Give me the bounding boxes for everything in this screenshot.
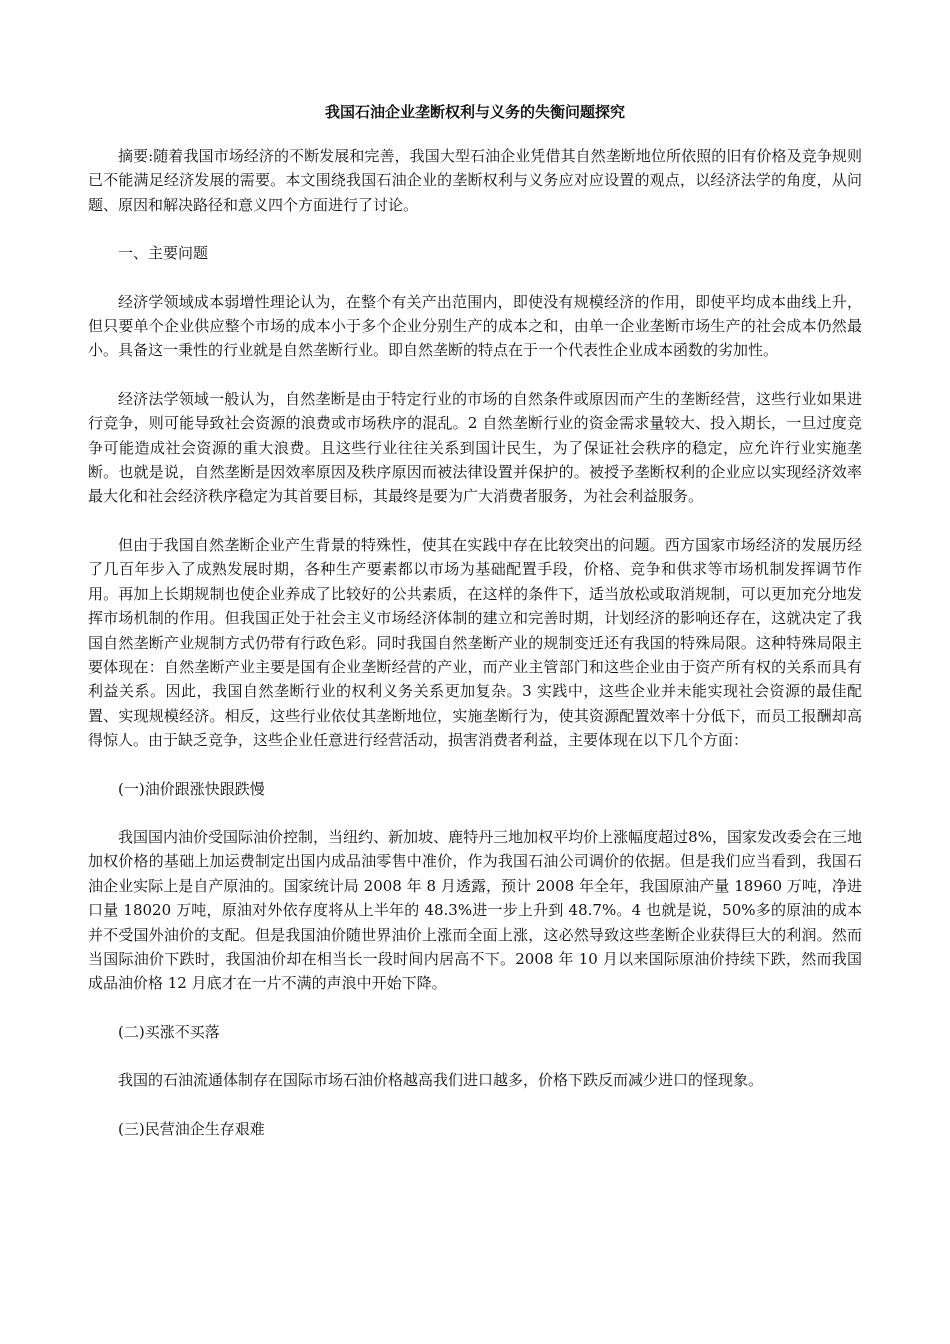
subsection-heading-private-oil: (三)民营油企生存艰难: [118, 1119, 265, 1138]
body-paragraph: 经济学领域成本弱增性理论认为，在整个有关产出范围内，即使没有规模经济的作用，即使平均成本曲线上升，但只要单个企业供应整个市场的成本小于多个企业分别生产的成本之和，由单一企业垄断市场生产的社会成本仍然最小。具备这一秉性的行业就是自然垄断行业。即自然垄断的特点在于一个代表性企业成本函数的劣加性。: [88, 292, 862, 360]
section-heading-main-problems: 一、主要问题: [118, 244, 209, 263]
body-paragraph: 我国国内油价受国际油价控制，当纽约、新加坡、鹿特丹三地加权平均价上涨幅度超过8%，国家发改委会在三地加权价格的基础上加运费制定出国内成品油零售中准价，作为我国石油公司调价的依据。但是我们应当看到，我国石油企业实际上是自产原油的。国家统计局 2008 年 8 月透露，预计 2008 年全年，我国原油产量 18960 万吨，净进口量 18020 万吨，原油对外依存度将从上半年的 48.3%进一步上升到 48.7%。4 也就是说，50%多的原油的成本并不受国外油价的支配。但是我国油价随世界油价上涨而全面上涨，这必然导致这些垄断企业获得巨大的利润。然而当国际油价下跌时，我国油价却在相当长一段时间内居高不下。2008 年 10 月以来国际原油价持续下跌，然而我国成品油价格 12 月底才在一片不满的声浪中开始下降。: [88, 827, 862, 993]
subsection-heading-oil-price: (一)油价跟涨快跟跌慢: [118, 779, 265, 798]
body-paragraph: 但由于我国自然垄断企业产生背景的特殊性，使其在实践中存在比较突出的问题。西方国家市场经济的发展历经了几百年步入了成熟发展时期，各种生产要素都以市场为基础配置手段，价格、竞争和供求等市场机制发挥调节作用。再加上长期规制也使企业养成了比较好的公共素质，在这样的条件下，适当放松或取消规制，可以更加充分地发挥市场机制的作用。但我国正处于社会主义市场经济体制的建立和完善时期，计划经济的影响还存在，这就决定了我国自然垄断产业规制方式仍带有行政色彩。同时我国自然垄断产业的规制变迁还有我国的特殊局限。这种特殊局限主要体现在：自然垄断产业主要是国有企业垄断经营的产业，而产业主管部门和这些企业由于资产所有权的关系而具有利益关系。因此，我国自然垄断行业的权利义务关系更加复杂。3 实践中，这些企业并未能实现社会资源的最佳配置、实现规模经济。相反，这些行业依仗其垄断地位，实施垄断行为，使其资源配置效率十分低下，而员工报酬却高得惊人。由于缺乏竞争，这些企业任意进行经营活动，损害消费者利益，主要体现在以下几个方面：: [88, 535, 862, 750]
document-title: 我国石油企业垄断权利与义务的失衡问题探究: [324, 103, 625, 121]
body-paragraph: 我国的石油流通体制存在国际市场石油价格越高我们进口越多，价格下跌反而减少进口的怪现象。: [118, 1071, 764, 1090]
abstract-paragraph: 摘要:随着我国市场经济的不断发展和完善，我国大型石油企业凭借其自然垄断地位所依照的旧有价格及竞争规则已不能满足经济发展的需要。本文围绕我国石油企业的垄断权利与义务应对应设置的观点，以经济法学的角度，从问题、原因和解决路径和意义四个方面进行了讨论。: [88, 147, 862, 214]
body-paragraph: 经济法学领域一般认为，自然垄断是由于特定行业的市场的自然条件或原因而产生的垄断经营，这些行业如果进行竞争，则可能导致社会资源的浪费或市场秩序的混乱。2 自然垄断行业的资金需求量较大、投入期长，一旦过度竞争可能造成社会资源的重大浪费。且这些行业往往关系到国计民生，为了保证社会秩序的稳定，应允许行业实施垄断。也就是说，自然垄断是因效率原因及秩序原因而被法律设置并保护的。被授予垄断权利的企业应以实现经济效率最大化和社会经济秩序稳定为其首要目标，其最终是要为广大消费者服务，为社会利益服务。: [88, 389, 862, 506]
subsection-heading-buy-high: (二)买涨不买落: [118, 1022, 220, 1041]
